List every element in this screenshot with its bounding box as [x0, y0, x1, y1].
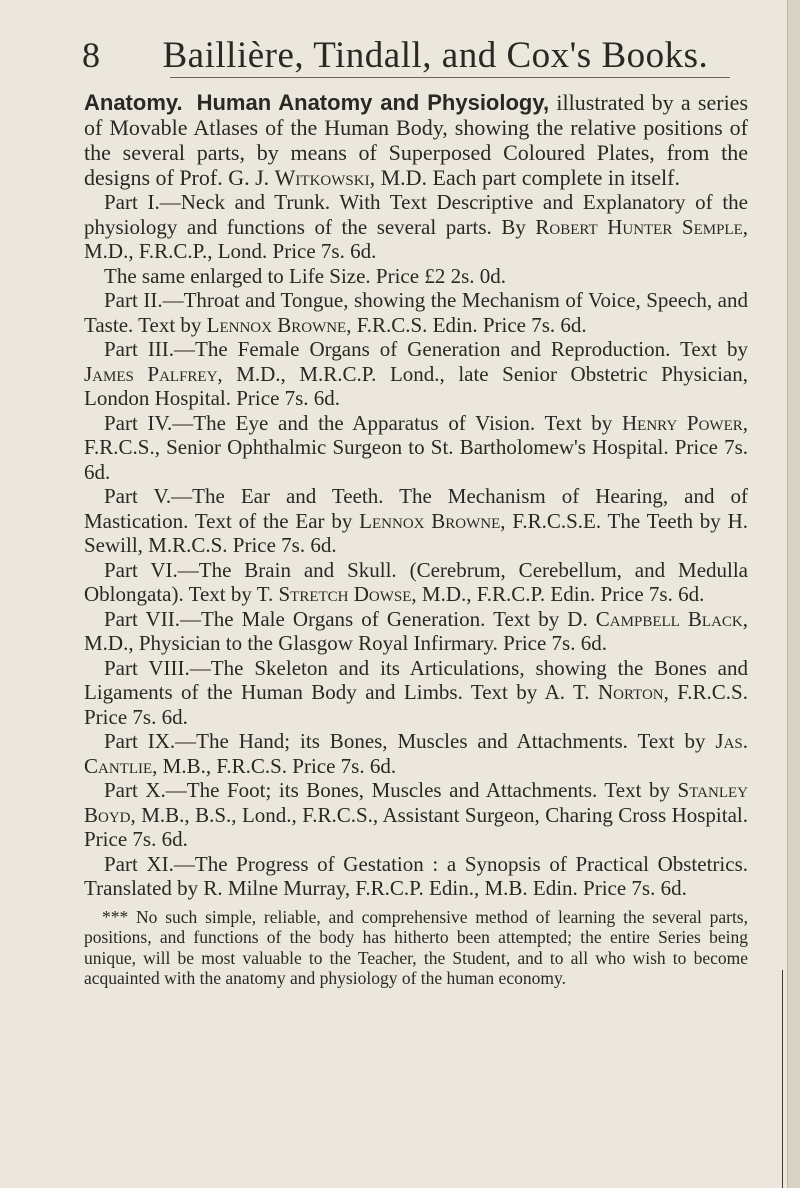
part-entry: Part X.—The Foot; its Bones, Muscles and Attachments. Text by Stanley Boyd, M.B., B.S., Lond., F.R.C.S., Assistant Surgeon, Charing Cross Hospital. Price 7s. 6d.: [84, 778, 748, 851]
entry-title-text: illustrated by a series of Movable Atlases of the Human Body, showing the relative positions of the several parts, by means of Superposed Coloured Plates, from the designs of Prof. G. J.: [84, 90, 749, 190]
author-name: Henry Power: [622, 410, 743, 435]
header-rule: [170, 77, 730, 78]
entry-author: Witkowski: [274, 165, 370, 190]
entry-title-bold: Human Anatomy and Physiology,: [196, 90, 550, 115]
part-entry: Part VIII.—The Skeleton and its Articulations, showing the Bones and Ligaments of the Human Body and Limbs. Text by A. T. Norton, F.R.C.S. Price 7s. 6d.: [84, 655, 748, 729]
part-entry: Part I.—Neck and Trunk. With Text Descriptive and Explanatory of the physiology and functions of the several parts. By Robert Hunter Semple, M.D., F.R.C.P., Lond. Price 7s. 6d.: [84, 190, 748, 263]
part-entry: Part XI.—The Progress of Gestation : a Synopsis of Practical Obstetrics. Translated by R. Milne Murray, F.R.C.P. Edin., M.B. Edin. Price 7s. 6d.: [84, 851, 748, 900]
running-title: Baillière, Tindall, and Cox's Books.: [162, 35, 709, 76]
page-edge: [787, 0, 800, 1188]
author-name: Lennox Browne: [206, 312, 347, 337]
author-name: James Palfrey: [84, 361, 218, 386]
author-name: Robert Hunter Semple: [535, 214, 743, 239]
part-entry: Part IV.—The Eye and the Apparatus of Vision. Text by Henry Power, F.R.C.S., Senior Ophthalmic Surgeon to St. Bartholomew's Hospital. Price 7s. 6d.: [84, 410, 748, 484]
page-body: [84, 90, 748, 989]
part-entry: Part VII.—The Male Organs of Generation. Text by D. Campbell Black, M.D., Physician to the Glasgow Royal Infirmary. Price 7s. 6d.: [84, 606, 748, 655]
page-number: 8: [82, 35, 101, 75]
part-entry: Part II.—Throat and Tongue, showing the Mechanism of Voice, Speech, and Taste. Text by Lennox Browne, F.R.C.S. Edin. Price 7s. 6d.: [84, 288, 748, 337]
entry-title: [84, 90, 748, 190]
author-name: Stanley Boyd: [84, 778, 748, 827]
author-name: Lennox Browne: [359, 508, 501, 533]
author-name: Norton: [597, 680, 664, 704]
page-header: [82, 34, 730, 77]
part-entry: Part III.—The Female Organs of Generation and Reproduction. Text by James Palfrey, M.D., M.R.C.P. Lond., late Senior Obstetric Physician, London Hospital. Price 7s. 6d.: [84, 337, 748, 410]
part-entry: The same enlarged to Life Size. Price £2 2s. 0d.: [104, 263, 506, 288]
entry-title-end: , M.D. Each part complete in itself.: [369, 165, 680, 190]
author-name: Jas. Cantlie: [84, 729, 748, 778]
part-entry: Part V.—The Ear and Teeth. The Mechanism of Hearing, and of Mastication. Text of the Ear by Lennox Browne, F.R.C.S.E. The Teeth by H. Sewill, M.R.C.S. Price 7s. 6d.: [84, 484, 748, 557]
part-entry: Part IX.—The Hand; its Bones, Muscles and Attachments. Text by Jas. Cantlie, M.B., F.R.C.S. Price 7s. 6d.: [84, 729, 748, 778]
author-name: Campbell Black: [595, 606, 743, 631]
entry-label: Anatomy.: [84, 90, 183, 115]
footnote: *** No such simple, reliable, and comprehensive method of learning the several parts, positions, and functions of the body has hitherto been attempted; the entire Series being unique, will be most valuable to the Teacher, the Student, and to all who wish to become acquainted with the anatomy and physiology of the human economy.: [84, 906, 748, 988]
part-entry: Part VI.—The Brain and Skull. (Cerebrum, Cerebellum, and Medulla Oblongata). Text by T. Stretch Dowse, M.D., F.R.C.P. Edin. Price 7s. 6d.: [84, 557, 748, 606]
author-name: Stretch Dowse: [278, 582, 412, 606]
binding-line: [782, 970, 783, 1188]
